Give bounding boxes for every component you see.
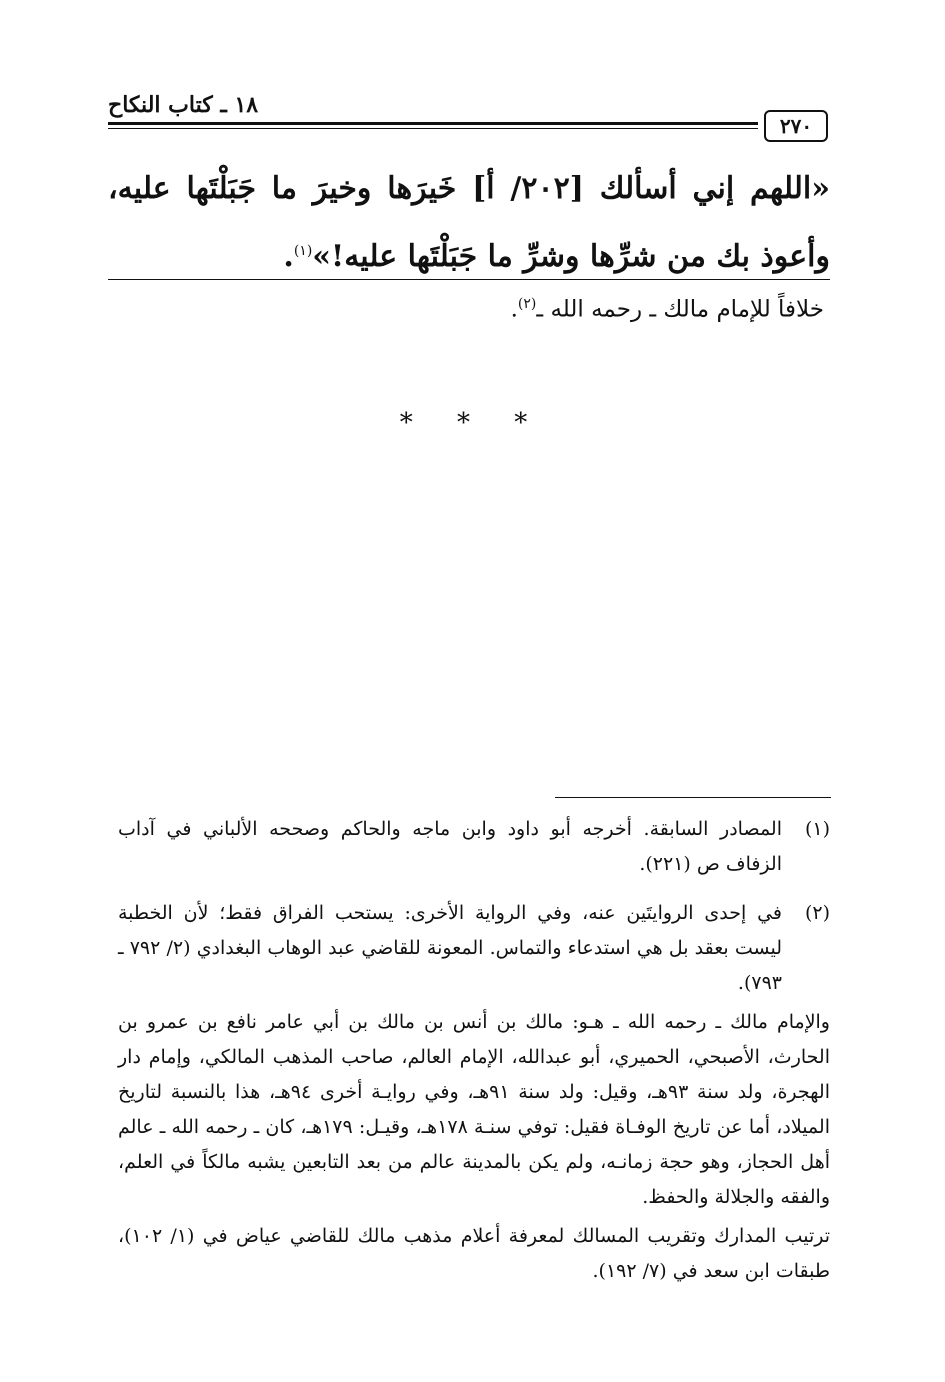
footnote-number: (١) bbox=[804, 818, 830, 840]
section-separator-stars: * * * bbox=[399, 408, 546, 438]
footnote-paragraph: المصادر السابقة. أخرجه أبو داود وابن ماجه والحاكم وصححه الألباني في آداب الزفاف ص (٢٢١). bbox=[118, 818, 782, 875]
footnote-ref-2: (٢) bbox=[517, 296, 537, 312]
header-rule-thick bbox=[108, 122, 758, 125]
hadith-body: «اللهم إني أسألك [٢٠٢/ أ] خَيرَها وخيرَ ما جَبَلْتَها عليه، وأعوذ بك من شرِّها وشرِّ ما جَبَلْتَها عليه!» bbox=[108, 171, 830, 274]
footnote-ref-1: (١) bbox=[293, 243, 313, 259]
footnote-paragraph: في إحدى الروايتَين عنه، وفي الرواية الأخرى: يستحب الفراق فقط؛ لأن الخطبة ليست بعقد بل هي استدعاء والتماس. المعونة للقاضي عبد الوهاب البغدادي (٢/ ٧٩٢ ـ ٧٩٣). bbox=[118, 902, 782, 994]
footnote-body bbox=[118, 812, 782, 886]
footnote-paragraph: ترتيب المدارك وتقريب المسالك لمعرفة أعلام مذهب مالك للقاضي عياض في (١/ ١٠٢)، طبقات ابن سعد في (٧/ ١٩٢). bbox=[118, 1225, 831, 1282]
footnote-1 bbox=[118, 812, 830, 886]
footnote-paragraph: والإمام مالك ـ رحمه الله ـ هـو: مالك بن أنس بن مالك بن أبي عامر نافع بن عمرو بن الحارث، الأصبحي، الحميري، أبو عبدالله، الإمام العالم، صاحب المذهب المالكي، وإمام دار الهجرة، ولد سنة ٩٣هـ، وقيل: ولد سنة ٩١هـ، وفي روايـة أخرى ٩٤هـ، هذا بالنسبة لتاريخ الميلاد، أما عن تاريخ الوفـاة فقيل: توفي سنـة ١٧٨هـ، وقيـل: ١٧٩هـ، كان ـ رحمه الله ـ عالم أهل الحجاز، وهو حجة زمانـه، ولم يكن بالمدينة عالم من بعد التابعين يشبه مالكاً في العلم، والفقه والجلالة والحفظ. bbox=[118, 1011, 830, 1208]
hadith-end: . bbox=[283, 239, 294, 274]
page-number: ٢٧٠ bbox=[764, 110, 828, 142]
hadith-text bbox=[108, 158, 830, 288]
footnote-2 bbox=[118, 896, 830, 1293]
header-rule-thin bbox=[108, 128, 758, 129]
footnote-number: (٢) bbox=[804, 902, 830, 924]
footnote-rule bbox=[555, 797, 831, 798]
ruling-note-end: . bbox=[510, 296, 518, 323]
chapter-title: ١٨ ـ كتاب النكاح bbox=[108, 92, 259, 118]
section-divider bbox=[108, 279, 830, 280]
page-header bbox=[108, 88, 828, 144]
ruling-note bbox=[108, 284, 824, 330]
ruling-note-text: خلافاً للإمام مالك ـ رحمه الله ـ bbox=[536, 296, 824, 323]
footnotes bbox=[118, 812, 830, 1303]
footnote-body bbox=[118, 896, 831, 1293]
